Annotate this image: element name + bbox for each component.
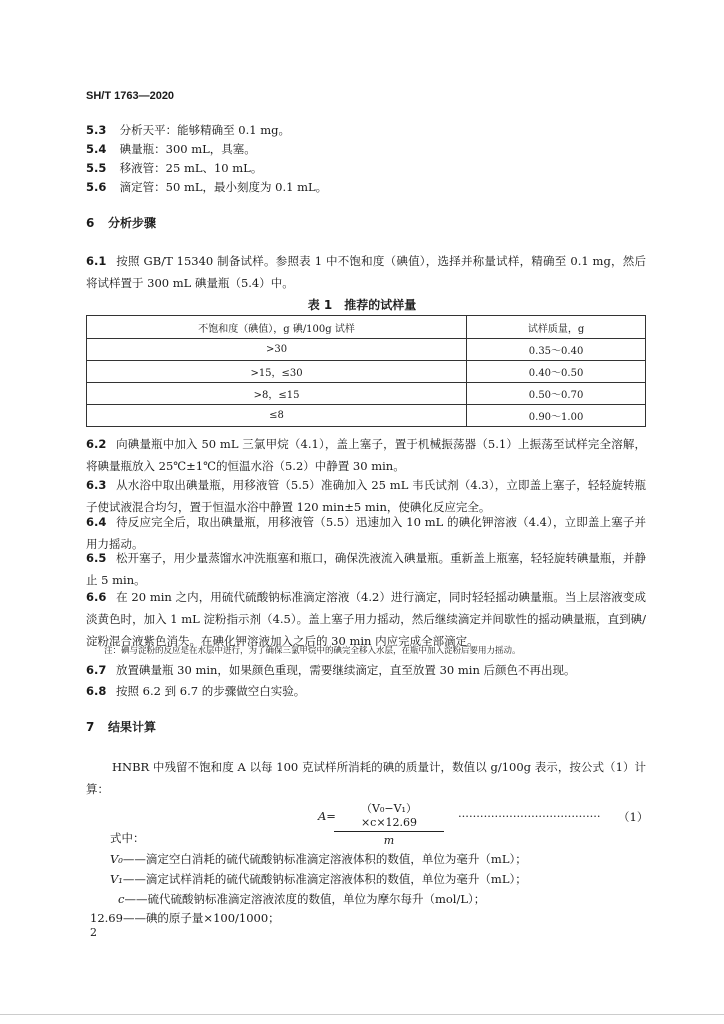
paragraph-7: HNBR 中残留不饱和度 A 以每 100 克试样所消耗的碘的质量计，数值以 g/100g 表示，按公式（1）计算： (86, 760, 646, 796)
table-cell: >15，≤30 (87, 361, 467, 383)
paragraph-6-7: 6.7 放置碘量瓶 30 min，如果颜色重现，需要继续滴定，直至放置 30 min 后颜色不再出现。 (86, 663, 576, 677)
table-header-cell: 试样质量，g (467, 316, 646, 339)
table-row (87, 339, 646, 361)
table-header-cell: 不饱和度（碘值），g 碘/100g 试样 (87, 316, 467, 339)
section-heading-6: 6 分析步骤 (86, 216, 157, 230)
list-item (86, 160, 262, 176)
table-cell: 0.90～1.00 (467, 405, 646, 427)
list-item (86, 141, 256, 157)
paragraph-6-5: 6.5 松开塞子，用少量蒸馏水冲洗瓶塞和瓶口，确保洗液流入碘量瓶。重新盖上瓶塞，轻轻旋转碘量瓶，并静止 5 min。 (86, 551, 646, 587)
formula-denominator: m (383, 834, 395, 847)
paragraph-6-1: 6.1 按照 GB/T 15340 制备试样。参照表 1 中不饱和度（碘值），选择并称量试样，精确至 0.1 mg，然后将试样置于 300 mL 碘量瓶（5.4）中。 (86, 254, 646, 290)
clause-text: 移液管：25 mL、10 mL。 (119, 161, 263, 175)
where-intro: 式中： (110, 831, 145, 845)
standard-number: SH/T 1763—2020 (86, 90, 175, 102)
formula-fraction (334, 800, 444, 847)
table-cell: 0.35～0.40 (467, 339, 646, 361)
table-row (87, 383, 646, 405)
page-number: 2 (90, 926, 97, 939)
table-row (87, 361, 646, 383)
clause-number: 5.4 (86, 142, 107, 156)
formula-number: （1） (618, 810, 649, 824)
list-item (86, 179, 327, 195)
table-cell: >8，≤15 (87, 383, 467, 405)
note: 注：碘与淀粉的反应是在水层中进行，为了确保三氯甲烷中的碘完全移入水层，在瓶中加入淀粉后要用力摇动。 (104, 646, 521, 656)
bottom-rule (0, 1014, 724, 1015)
paragraph-6-8: 6.8 按照 6.2 到 6.7 的步骤做空白实验。 (86, 684, 306, 698)
table-cell: 0.40～0.50 (467, 361, 646, 383)
formula-leader: ······································· (458, 809, 601, 823)
where-item: V₀——滴定空白消耗的硫代硫酸钠标准滴定溶液体积的数值，单位为毫升（mL）； (110, 852, 527, 866)
clause-number: 5.5 (86, 161, 107, 175)
table-cell: ≤8 (87, 405, 467, 427)
table-header-row (87, 316, 646, 339)
where-item: c——硫代硫酸钠标准滴定溶液浓度的数值，单位为摩尔每升（mol/L）； (118, 892, 486, 906)
formula-numerator: （V₀−V₁）×c×12.69 (334, 800, 444, 832)
sample-amount-table (86, 315, 646, 427)
paragraph-6-4: 6.4 待反应完全后，取出碘量瓶，用移液管（5.5）迅速加入 10 mL 的碘化钾溶液（4.4），立即盖上塞子并用力摇动。 (86, 515, 646, 551)
clause-number: 5.6 (86, 180, 107, 194)
list-item (86, 122, 290, 138)
clause-number: 5.3 (86, 123, 107, 137)
paragraph-6-3: 6.3 从水浴中取出碘量瓶，用移液管（5.5）准确加入 25 mL 韦氏试剂（4.3），立即盖上塞子，轻轻旋转瓶子使试液混合均匀，置于恒温水浴中静置 120 min±5 min，使碘化反应完全。 (86, 478, 646, 514)
clause-text: 分析天平：能够精确至 0.1 mg。 (119, 123, 291, 137)
where-item: V₁——滴定试样消耗的硫代硫酸钠标准滴定溶液体积的数值，单位为毫升（mL）； (110, 872, 527, 886)
where-item: 12.69——碘的原子量×100/1000； (90, 911, 280, 925)
section-heading-7: 7 结果计算 (86, 720, 157, 734)
table-row (87, 405, 646, 427)
clause-text: 碘量瓶：300 mL，具塞。 (119, 142, 256, 156)
paragraph-6-2: 6.2 向碘量瓶中加入 50 mL 三氯甲烷（4.1），盖上塞子，置于机械振荡器（5.1）上振荡至试样完全溶解，将碘量瓶放入 25℃±1℃的恒温水浴（5.2）中静置 30 min。 (86, 437, 646, 473)
table-cell: >30 (87, 339, 467, 361)
table-cell: 0.50～0.70 (467, 383, 646, 405)
table-caption: 表 1 推荐的试样量 (307, 298, 417, 312)
formula-1 (318, 800, 649, 847)
paragraph-6-6: 6.6 在 20 min 之内，用硫代硫酸钠标准滴定溶液（4.2）进行滴定，同时轻轻摇动碘量瓶。当上层溶液变成淡黄色时，加入 1 mL 淀粉指示剂（4.5）。盖上塞子用力摇动，然后继续滴定并间歇性的摇动碘量瓶，直到碘/淀粉混合液紫色消失。在碘化钾溶液加入之后的 30 min 内应完成全部滴定。 (86, 590, 646, 648)
clause-text: 滴定管：50 mL，最小刻度为 0.1 mL。 (119, 180, 328, 194)
formula-lhs: A= (318, 809, 336, 823)
